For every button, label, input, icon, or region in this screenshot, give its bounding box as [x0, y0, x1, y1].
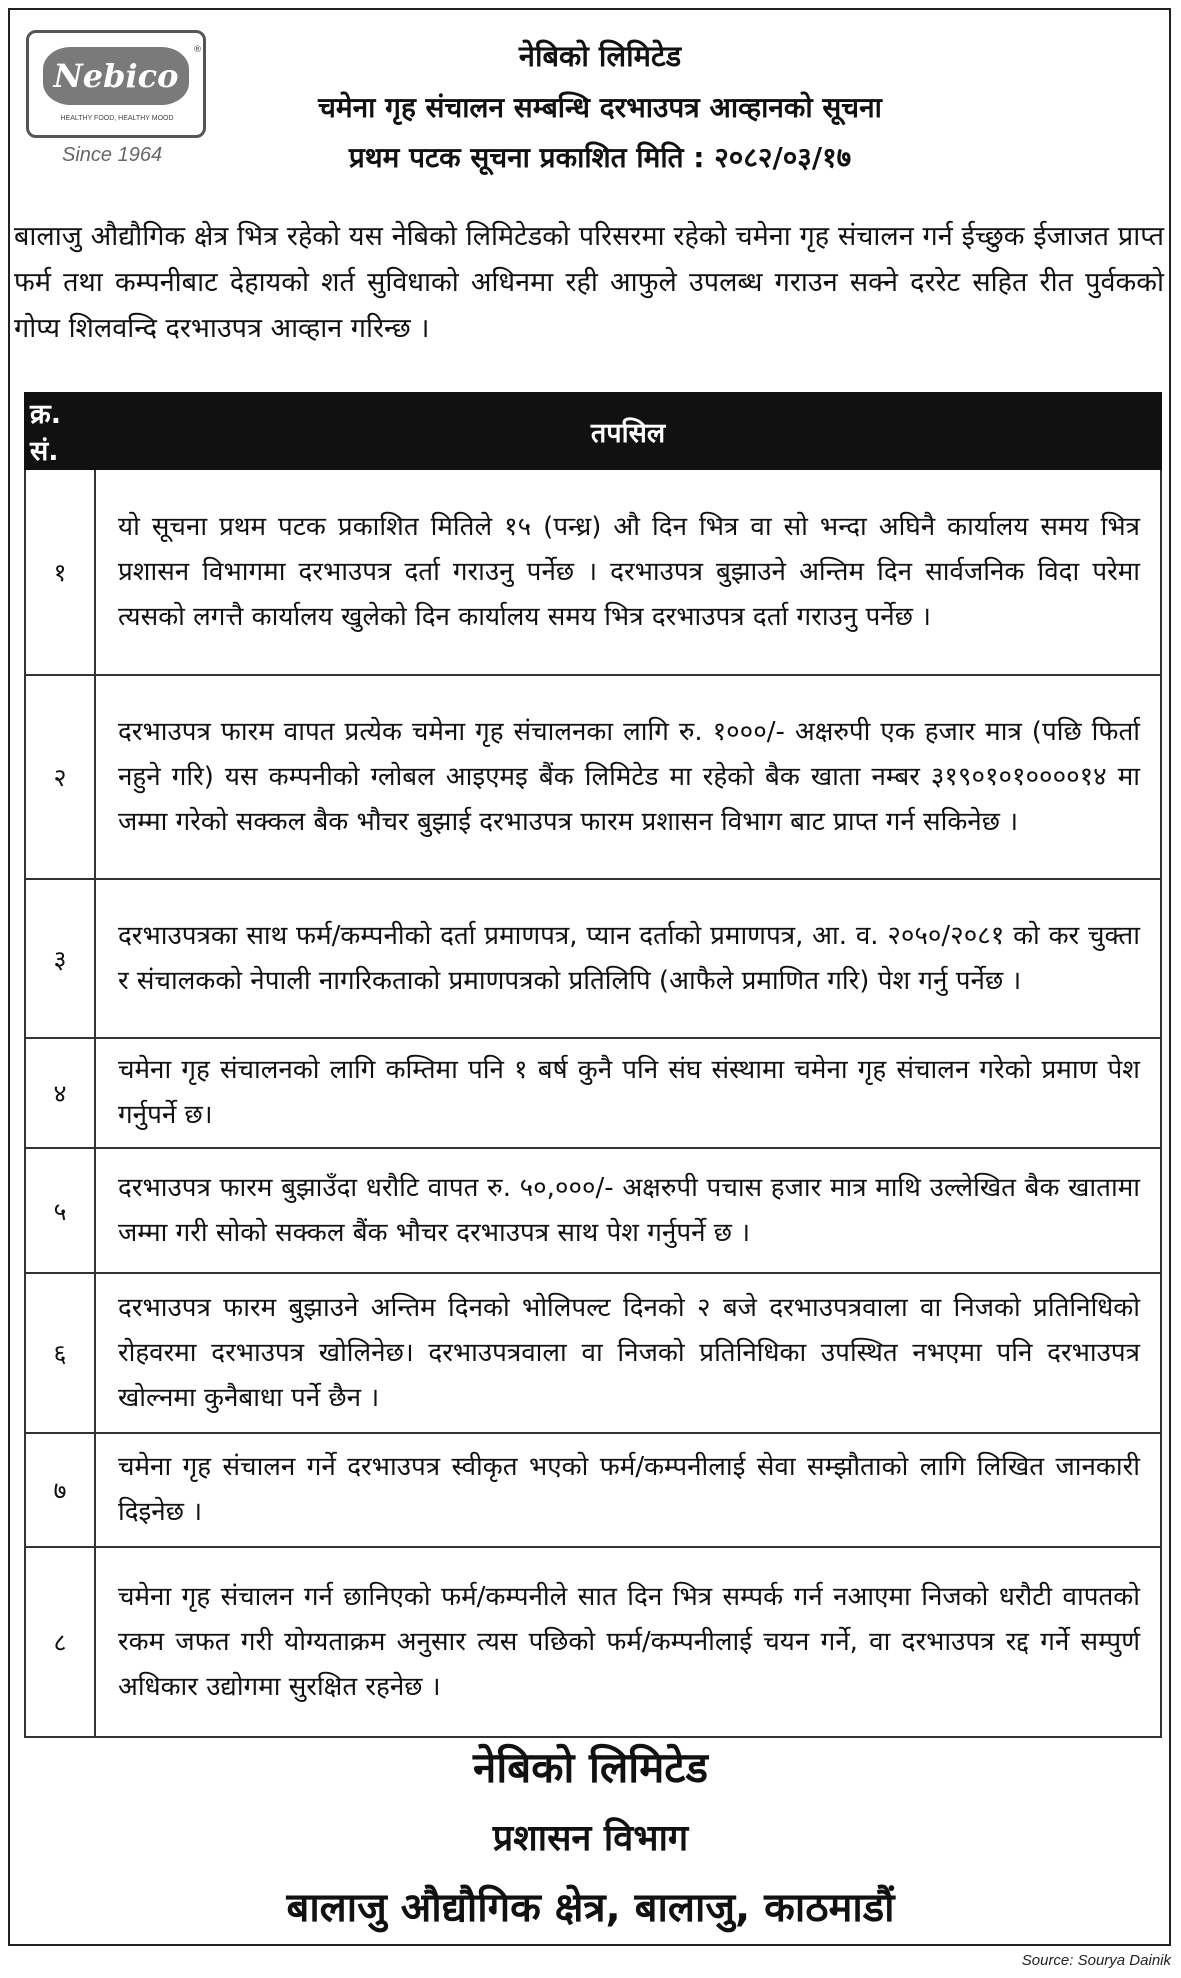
registered-mark: ®	[193, 45, 202, 55]
column-header-number: क्र. सं.	[25, 393, 95, 469]
intro-paragraph: बालाजु औद्यौगिक क्षेत्र भित्र रहेको यस नेबिको लिमिटेडको परिसरमा रहेको चमेना गृह संचालन गर्न ईच्छुक ईजाजत प्राप्त फर्म तथा कम्पनीबाट देहायको शर्त सुविधाको अधिनमा रही आफुले उपलब्ध गराउन सक्ने दररेट सहित रीत पुर्वकको गोप्य शिलवन्दि दरभाउपत्र आव्हान गरिन्छ ।	[14, 221, 1164, 344]
table-row	[25, 469, 1161, 675]
logo-badge	[26, 30, 206, 138]
row-text: यो सूचना प्रथम पटक प्रकाशित मितिले १५ (पन्ध्र) औ दिन भित्र वा सो भन्दा अघिनै कार्यालय समय भित्र प्रशासन विभागमा दरभाउपत्र दर्ता गराउनु पर्नेछ । दरभाउपत्र बुझाउने अन्तिम दिन सार्वजनिक विदा परेमा त्यसको लगत्तै कार्यालय खुलेको दिन कार्यालय समय भित्र दरभाउपत्र दर्ता गराउनु पर्नेछ ।	[95, 469, 1161, 675]
logo-tagline: HEALTHY FOOD, HEALTHY MOOD	[60, 115, 174, 122]
row-number: ६	[25, 1273, 95, 1433]
row-text: दरभाउपत्र फारम बुझाउने अन्तिम दिनको भोलिपल्ट दिनको २ बजे दरभाउपत्रवाला वा निजको प्रतिनिधिको रोहवरमा दरभाउपत्र खोलिनेछ। दरभाउपत्रवाला वा निजको प्रतिनिधिका उपस्थित नभएमा पनि दरभाउपत्र खोल्नमा कुनैबाधा पर्ने छैन ।	[95, 1273, 1161, 1433]
row-number: ७	[25, 1433, 95, 1547]
row-text: चमेना गृह संचालन गर्न छानिएको फर्म/कम्पनीले सात दिन भित्र सम्पर्क गर्न नआएमा निजको धरौटी वापतको रकम जफत गरी योग्यताक्रम अनुसार त्यस पछिको फर्म/कम्पनीलाई चयन गर्ने, वा दरभाउपत्र रद्द गर्ने सम्पुर्ण अधिकार उद्योगमा सुरक्षित रहनेछ ।	[95, 1547, 1161, 1737]
footer-department: प्रशासन विभाग	[492, 1818, 689, 1859]
published-date: २०८२/०३/१७	[714, 141, 852, 174]
row-number: २	[25, 675, 95, 879]
source-credit: Source: Sourya Dainik	[1021, 1952, 1171, 1969]
column-header-details: तपसिल	[95, 393, 1161, 469]
published-date-line	[220, 138, 980, 176]
row-text: चमेना गृह संचालनको लागि कम्तिमा पनि १ बर्ष कुनै पनि संघ संस्थामा चमेना गृह संचालन गरेको प्रमाण पेश गर्नुपर्ने छ।	[95, 1038, 1161, 1148]
conditions-table	[24, 392, 1162, 1738]
table-row	[25, 879, 1161, 1038]
row-text: चमेना गृह संचालन गर्ने दरभाउपत्र स्वीकृत भएको फर्म/कम्पनीलाई सेवा सम्झौताको लागि लिखित जानकारी दिइनेछ ।	[95, 1433, 1161, 1547]
footer-address: बालाजु औद्यौगिक क्षेत्र, बालाजु, काठमाडौं	[286, 1885, 895, 1931]
row-number: ४	[25, 1038, 95, 1148]
logo-brand: Nebico	[43, 47, 189, 105]
row-number: १	[25, 469, 95, 675]
table-row	[25, 1038, 1161, 1148]
row-text: दरभाउपत्र फारम बुझाउँदा धरौटि वापत रु. ५०,०००/- अक्षरुपी पचास हजार मात्र माथि उल्लेखित बैक खातामा जम्मा गरी सोको सक्कल बैंक भौचर दरभाउपत्र साथ पेश गर्नुपर्ने छ ।	[95, 1148, 1161, 1273]
table-row	[25, 1433, 1161, 1547]
row-text: दरभाउपत्र फारम वापत प्रत्येक चमेना गृह संचालनका लागि रु. १०००/- अक्षरुपी एक हजार मात्र (पछि फिर्ता नहुने गरि) यस कम्पनीको ग्लोबल आइएमइ बैंक लिमिटेड मा रहेको बैक खाता नम्बर ३१९०१०१००००१४ मा जम्मा गरेको सक्कल बैक भौचर बुझाई दरभाउपत्र फारम प्रशासन विभाग बाट प्राप्त गर्न सकिनेछ ।	[95, 675, 1161, 879]
row-number: ३	[25, 879, 95, 1038]
company-logo	[26, 20, 216, 170]
row-number: ८	[25, 1547, 95, 1737]
table-row	[25, 1148, 1161, 1273]
table-header-row	[25, 393, 1161, 469]
logo-since: Since 1964	[62, 144, 163, 166]
table-row	[25, 1547, 1161, 1737]
footer-company: नेबिको लिमिटेड	[473, 1743, 708, 1792]
header-company: नेबिको लिमिटेड	[518, 39, 682, 73]
table-row	[25, 675, 1161, 879]
table-row	[25, 1273, 1161, 1433]
row-number: ५	[25, 1148, 95, 1273]
published-label: प्रथम पटक सूचना प्रकाशित मिति :	[348, 141, 715, 174]
row-text: दरभाउपत्रका साथ फर्म/कम्पनीको दर्ता प्रमाणपत्र, प्यान दर्ताको प्रमाणपत्र, आ. व. २०५०/२०८१ को कर चुक्ता र संचालकको नेपाली नागरिकताको प्रमाणपत्रको प्रतिलिपि (आफैले प्रमाणित गरि) पेश गर्नु पर्नेछ ।	[95, 879, 1161, 1038]
notice-title: चमेना गृह संचालन सम्बन्धि दरभाउपत्र आव्हानको सूचना	[318, 91, 882, 124]
